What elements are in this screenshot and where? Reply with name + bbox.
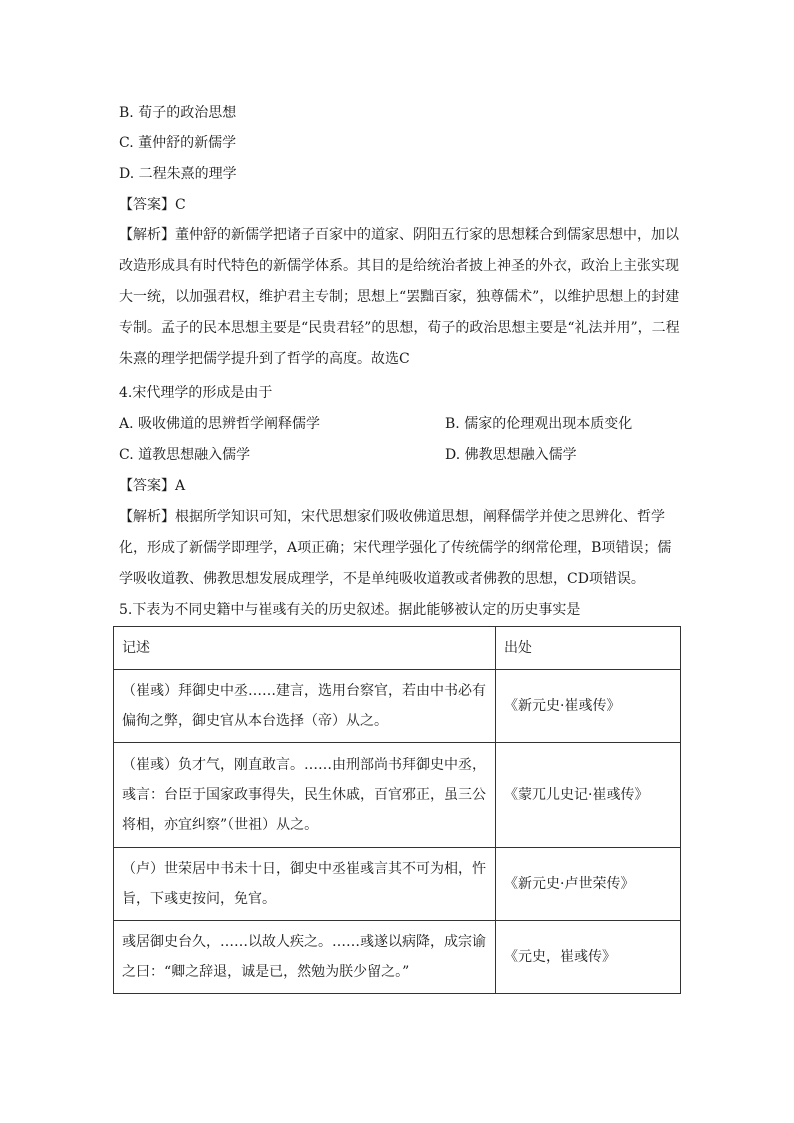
table-row bbox=[114, 743, 681, 848]
q4-option-a: A. 吸收佛道的思辨哲学阐释儒学 bbox=[119, 416, 321, 432]
q4-answer: 【答案】A bbox=[119, 478, 186, 494]
table-row bbox=[114, 848, 681, 921]
table-cell-record: 彧居御史台久，……以故人疾之。……彧遂以病降，成宗谕之曰：“卿之辞退，诚是已，然勉为朕少留之。” bbox=[114, 921, 496, 994]
q4-option-c: C. 道教思想融入儒学 bbox=[119, 447, 251, 463]
table-row bbox=[114, 921, 681, 994]
q4-analysis: 【解析】根据所学知识可知，宋代思想家们吸收佛道思想，阐释儒学并使之思辨化、哲学化，形成了新儒学即理学，A项正确；宋代理学强化了传统儒学的纲常伦理，B项错误；儒学吸收道教、佛教思想发展成理学，不是单纯吸收道教或者佛教的思想，CD项错误。 bbox=[119, 509, 672, 587]
table-cell-source: 《蒙兀儿史记·崔彧传》 bbox=[496, 743, 681, 848]
q3-option-d: D. 二程朱熹的理学 bbox=[119, 166, 237, 182]
q3-option-c: C. 董仲舒的新儒学 bbox=[119, 135, 237, 151]
table-header-cell: 出处 bbox=[496, 627, 681, 670]
table-cell-record: （崔彧）负才气，刚直敢言。……由刑部尚书拜御史中丞，彧言：台臣于国家政事得失，民生休戚，百官邪正，虽三公将相，亦宜纠察”（世祖）从之。 bbox=[114, 743, 496, 848]
table-cell-source: 《新元史·卢世荣传》 bbox=[496, 848, 681, 921]
history-table bbox=[113, 626, 681, 994]
table-cell-source: 《元史，崔彧传》 bbox=[496, 921, 681, 994]
table-header-cell: 记述 bbox=[114, 627, 496, 670]
q4-option-b: B. 儒家的伦理观出现本质变化 bbox=[445, 416, 633, 432]
table-row bbox=[114, 670, 681, 743]
q4-stem: 4.宋代理学的形成是由于 bbox=[119, 385, 273, 401]
q3-analysis: 【解析】董仲舒的新儒学把诸子百家中的道家、阴阳五行家的思想糅合到儒家思想中，加以改造形成具有时代特色的新儒学体系。其目的是给统治者披上神圣的外衣，政治上主张实现大一统，以加强君权，维护君主专制；思想上“罢黜百家，独尊儒术”，以维护思想上的封建专制。孟子的民本思想主要是“民贵君轻”的思想，荀子的政治思想主要是“礼法并用”，二程朱熹的理学把儒学提升到了哲学的高度。故选C bbox=[119, 227, 680, 367]
q3-option-b: B. 荀子的政治思想 bbox=[119, 105, 237, 121]
table-header-row bbox=[114, 627, 681, 670]
table-cell-record: （崔彧）拜御史中丞……建言，选用台察官，若由中书必有偏徇之弊，御史官从本台选择（帝）从之。 bbox=[114, 670, 496, 743]
table-cell-record: （卢）世荣居中书未十日，御史中丞崔彧言其不可为相，忤旨，下彧吏按问，免官。 bbox=[114, 848, 496, 921]
table-cell-source: 《新元史·崔彧传》 bbox=[496, 670, 681, 743]
q5-stem: 5.下表为不同史籍中与崔彧有关的历史叙述。据此能够被认定的历史事实是 bbox=[119, 602, 581, 618]
q3-answer: 【答案】C bbox=[119, 197, 186, 213]
q4-option-d: D. 佛教思想融入儒学 bbox=[445, 447, 577, 463]
